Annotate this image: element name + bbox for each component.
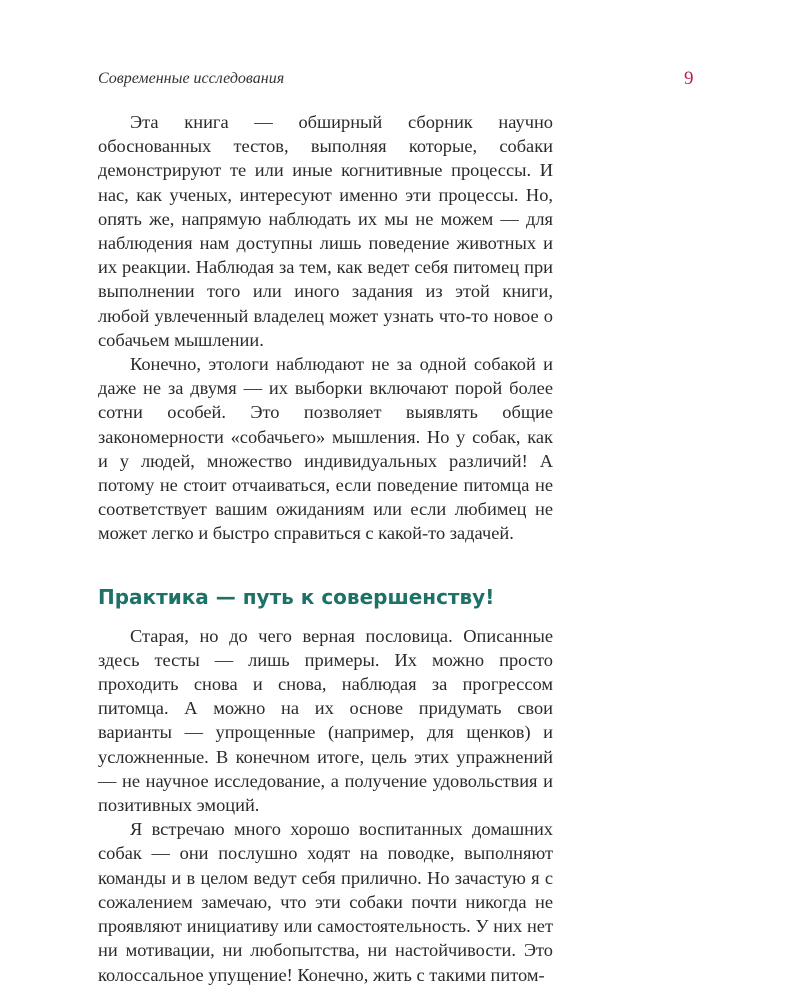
paragraph: Эта книга — обширный сборник научно обоснованных тестов, выполняя которые, собаки демонстрируют те или иные когнитивные процессы. И нас, как ученых, интересуют именно эти процессы. Но, опять же, напрямую наблюдать их мы не можем — для наблюдения нам доступны лишь поведение животных и их реакции. Наблюдая за тем, как ведет себя питомец при выполнении того или иного задания из этой книги, любой увлеченный владелец может узнать что-то новое о собачьем мышлении. — [98, 112, 553, 350]
paragraph: Я встречаю много хорошо воспитанных домашних собак — они послушно ходят на поводке, выполняют команды и в целом ведут себя прилично. Но зачастую я с сожалением замечаю, что эти собаки почти никогда не проявляют инициативу или самостоятельность. У них нет ни мотивации, ни любопытства, ни настойчивости. Это колоссальное упущение! Конечно, жить с такими питом- — [98, 819, 553, 985]
running-header-title: Современные исследования — [98, 70, 285, 87]
paragraph: Конечно, этологи наблюдают не за одной собакой и даже не за двумя — их выборки включают порой более сотни особей. Это позволяет выявлять общие закономерности «собачьего» мышления. Но у собак, как и у людей, множество индивидуальных различий! А потому не стоит отчаиваться, если поведение питомца не соответствует вашим ожиданиям или если любимец не может легко и быстро справиться с какой-то задачей. — [98, 354, 553, 544]
page-number: 9 — [684, 68, 694, 89]
paragraph: Старая, но до чего верная пословица. Описанные здесь тесты — лишь примеры. Их можно просто проходить снова и снова, наблюдая за прогрессом питомца. А можно на их основе придумать свои варианты — упрощенные (например, для щенков) и усложненные. В конечном итоге, цель этих упражнений — не научное исследование, а получение удовольствия и позитивных эмоций. — [98, 625, 553, 816]
body-text — [98, 110, 553, 987]
section-heading: Практика — путь к совершенству! — [98, 584, 495, 609]
